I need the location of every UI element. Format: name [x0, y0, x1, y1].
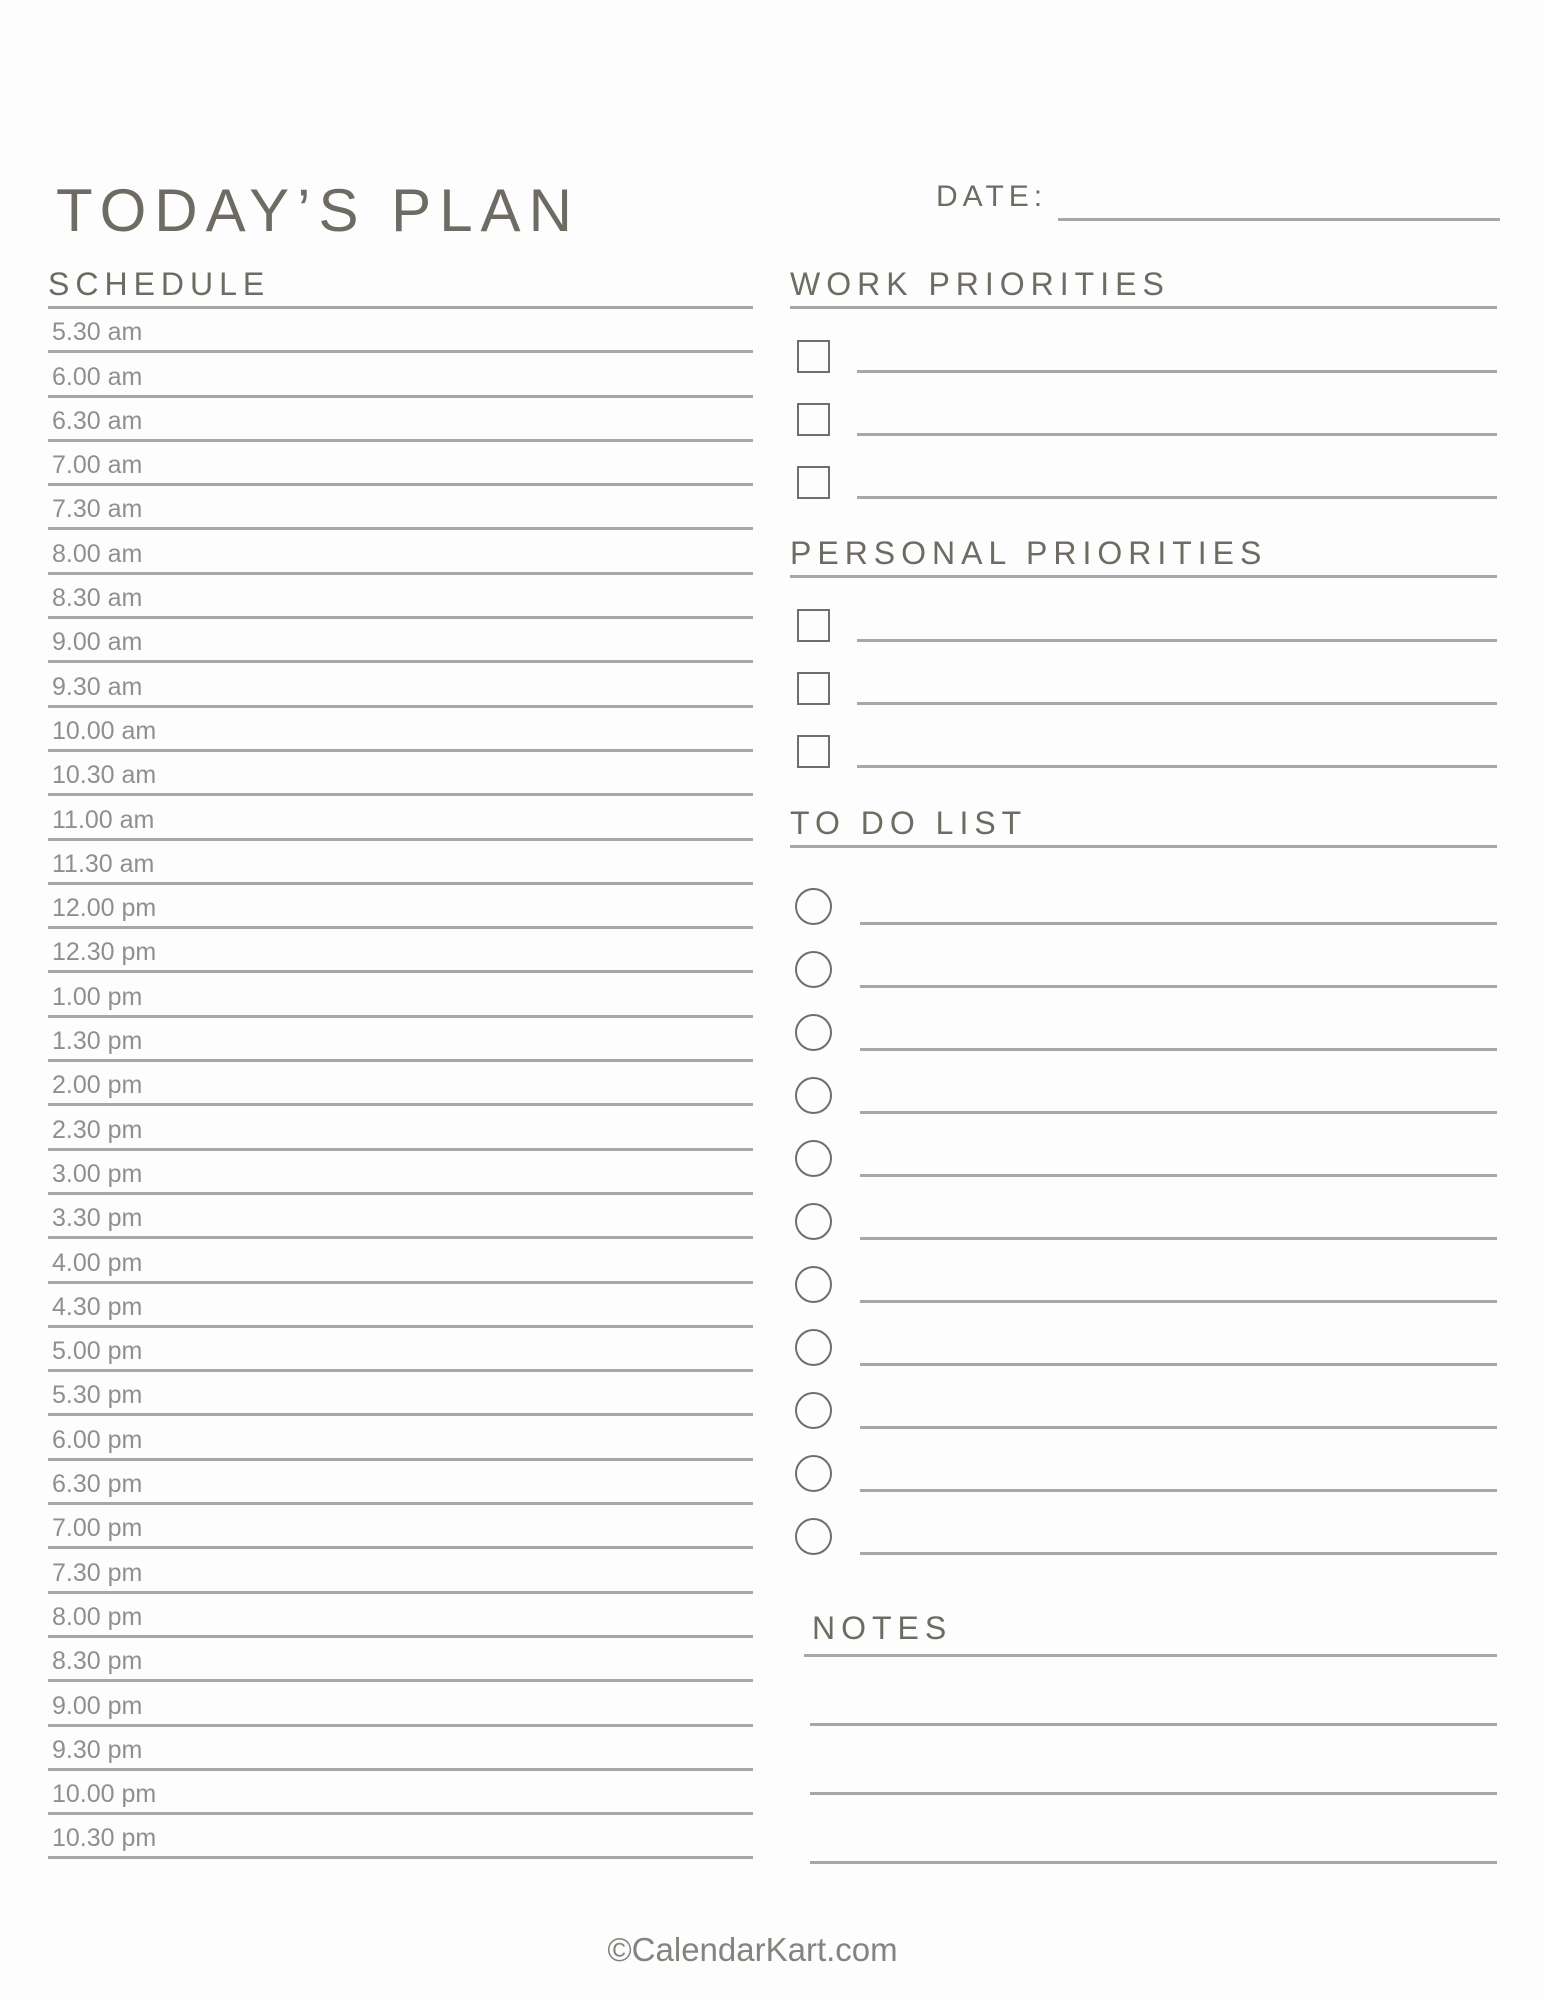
time-label: 5.00 pm: [52, 1337, 143, 1366]
priority-entry-line[interactable]: [857, 639, 1497, 642]
time-label: 3.00 pm: [52, 1159, 143, 1188]
time-label: 7.30 am: [52, 495, 143, 524]
time-label: 12.30 pm: [52, 938, 157, 967]
personal-priorities-rows: [790, 578, 1497, 768]
schedule-row[interactable]: [48, 1062, 753, 1106]
todo-entry-line[interactable]: [860, 1300, 1497, 1303]
circle-bullet-icon[interactable]: [795, 1077, 832, 1114]
time-label: 1.00 pm: [52, 982, 143, 1011]
priority-entry-line[interactable]: [857, 370, 1497, 373]
todo-entry-line[interactable]: [860, 1552, 1497, 1555]
todo-row: [790, 862, 1497, 925]
work-priorities-section: [790, 268, 1497, 499]
schedule-row[interactable]: [48, 841, 753, 885]
personal-priorities-section: [790, 537, 1497, 768]
checkbox-icon[interactable]: [797, 340, 830, 373]
schedule-row[interactable]: [48, 1195, 753, 1239]
circle-bullet-icon[interactable]: [795, 1140, 832, 1177]
todo-row: [790, 1114, 1497, 1177]
date-input-line[interactable]: [1058, 218, 1500, 221]
todo-row: [790, 1429, 1497, 1492]
todo-entry-line[interactable]: [860, 985, 1497, 988]
schedule-row[interactable]: [48, 1771, 753, 1815]
schedule-row[interactable]: [48, 1018, 753, 1062]
circle-bullet-icon[interactable]: [795, 888, 832, 925]
checkbox-icon[interactable]: [797, 672, 830, 705]
schedule-row[interactable]: [48, 929, 753, 973]
time-label: 6.00 pm: [52, 1425, 143, 1454]
schedule-row[interactable]: [48, 619, 753, 663]
time-label: 7.00 pm: [52, 1514, 143, 1543]
schedule-row[interactable]: [48, 1727, 753, 1771]
schedule-row[interactable]: [48, 1682, 753, 1726]
priority-entry-line[interactable]: [857, 765, 1497, 768]
time-label: 3.30 pm: [52, 1204, 143, 1233]
todo-row: [790, 925, 1497, 988]
schedule-row[interactable]: [48, 575, 753, 619]
time-label: 11.00 am: [52, 805, 155, 834]
todo-heading: TO DO LIST: [790, 807, 1497, 848]
date-label: DATE:: [936, 180, 1048, 213]
todo-rows: [790, 848, 1497, 1555]
schedule-row[interactable]: [48, 1151, 753, 1195]
time-label: 7.30 pm: [52, 1558, 143, 1587]
circle-bullet-icon[interactable]: [795, 1266, 832, 1303]
checkbox-icon[interactable]: [797, 466, 830, 499]
schedule-row[interactable]: [48, 1638, 753, 1682]
schedule-row[interactable]: [48, 398, 753, 442]
time-label: 9.00 am: [52, 628, 143, 657]
notes-rows: [790, 1657, 1497, 1864]
todo-entry-line[interactable]: [860, 1363, 1497, 1366]
todo-row: [790, 1366, 1497, 1429]
personal-priority-row: [790, 705, 1497, 768]
circle-bullet-icon[interactable]: [795, 1329, 832, 1366]
schedule-row[interactable]: [48, 530, 753, 574]
schedule-row[interactable]: [48, 1284, 753, 1328]
time-label: 9.00 pm: [52, 1691, 143, 1720]
time-label: 8.30 pm: [52, 1647, 143, 1676]
checkbox-icon[interactable]: [797, 403, 830, 436]
time-label: 8.00 am: [52, 539, 143, 568]
schedule-row[interactable]: [48, 1239, 753, 1283]
time-label: 10.30 am: [52, 761, 157, 790]
schedule-heading: SCHEDULE: [48, 268, 753, 309]
time-label: 11.30 am: [52, 849, 155, 878]
work-priority-row: [790, 373, 1497, 436]
todo-entry-line[interactable]: [860, 922, 1497, 925]
todo-entry-line[interactable]: [860, 1237, 1497, 1240]
todo-row: [790, 1051, 1497, 1114]
time-label: 8.30 am: [52, 584, 143, 613]
todo-entry-line[interactable]: [860, 1489, 1497, 1492]
notes-heading: NOTES: [804, 1612, 1497, 1657]
circle-bullet-icon[interactable]: [795, 1014, 832, 1051]
notes-section: [790, 1612, 1497, 1864]
work-priority-row: [790, 310, 1497, 373]
time-label: 10.00 pm: [52, 1780, 157, 1809]
time-label: 9.30 am: [52, 672, 143, 701]
schedule-section: [48, 268, 753, 1859]
note-line[interactable]: [810, 1726, 1497, 1795]
priority-entry-line[interactable]: [857, 433, 1497, 436]
circle-bullet-icon[interactable]: [795, 1203, 832, 1240]
time-label: 1.30 pm: [52, 1027, 143, 1056]
schedule-row[interactable]: [48, 1505, 753, 1549]
work-priorities-heading: WORK PRIORITIES: [790, 268, 1497, 309]
schedule-row[interactable]: [48, 1815, 753, 1859]
personal-priority-row: [790, 579, 1497, 642]
time-label: 8.00 pm: [52, 1602, 143, 1631]
circle-bullet-icon[interactable]: [795, 1392, 832, 1429]
todo-row: [790, 988, 1497, 1051]
time-label: 7.00 am: [52, 451, 143, 480]
time-label: 4.00 pm: [52, 1248, 143, 1277]
checkbox-icon[interactable]: [797, 735, 830, 768]
time-label: 12.00 pm: [52, 894, 157, 923]
schedule-row[interactable]: [48, 708, 753, 752]
footer-credit: ©CalendarKart.com: [607, 1931, 898, 1968]
time-label: 2.30 pm: [52, 1115, 143, 1144]
schedule-row[interactable]: [48, 1328, 753, 1372]
circle-bullet-icon[interactable]: [795, 1455, 832, 1492]
time-label: 2.00 pm: [52, 1071, 143, 1100]
time-label: 4.30 pm: [52, 1292, 143, 1321]
schedule-row[interactable]: [48, 1594, 753, 1638]
circle-bullet-icon[interactable]: [795, 951, 832, 988]
work-priorities-rows: [790, 309, 1497, 499]
page-title: TODAY’S PLAN: [56, 177, 580, 245]
todo-entry-line[interactable]: [860, 1174, 1497, 1177]
time-label: 5.30 am: [52, 318, 143, 347]
time-label: 10.30 pm: [52, 1824, 157, 1853]
priority-entry-line[interactable]: [857, 702, 1497, 705]
time-label: 10.00 am: [52, 716, 157, 745]
time-label: 6.30 am: [52, 406, 143, 435]
personal-priorities-heading: PERSONAL PRIORITIES: [790, 537, 1497, 578]
checkbox-icon[interactable]: [797, 609, 830, 642]
schedule-row[interactable]: [48, 1549, 753, 1593]
schedule-row[interactable]: [48, 353, 753, 397]
schedule-row[interactable]: [48, 1106, 753, 1150]
schedule-rows: [48, 309, 753, 1859]
time-label: 6.30 pm: [52, 1470, 143, 1499]
schedule-row[interactable]: [48, 663, 753, 707]
todo-entry-line[interactable]: [860, 1111, 1497, 1114]
schedule-row[interactable]: [48, 1416, 753, 1460]
todo-row: [790, 1177, 1497, 1240]
schedule-row[interactable]: [48, 752, 753, 796]
personal-priority-row: [790, 642, 1497, 705]
todo-section: [790, 807, 1497, 1555]
schedule-row[interactable]: [48, 973, 753, 1017]
todo-entry-line[interactable]: [860, 1048, 1497, 1051]
todo-row: [790, 1240, 1497, 1303]
schedule-row[interactable]: [48, 1461, 753, 1505]
schedule-row[interactable]: [48, 442, 753, 486]
time-label: 9.30 pm: [52, 1735, 143, 1764]
time-label: 6.00 am: [52, 362, 143, 391]
circle-bullet-icon[interactable]: [795, 1518, 832, 1555]
note-line[interactable]: [810, 1657, 1497, 1726]
schedule-row[interactable]: [48, 796, 753, 840]
note-line[interactable]: [810, 1795, 1497, 1864]
schedule-row[interactable]: [48, 309, 753, 353]
todo-row: [790, 1492, 1497, 1555]
schedule-row[interactable]: [48, 885, 753, 929]
schedule-row[interactable]: [48, 486, 753, 530]
time-label: 5.30 pm: [52, 1381, 143, 1410]
schedule-row[interactable]: [48, 1372, 753, 1416]
todo-row: [790, 1303, 1497, 1366]
todo-entry-line[interactable]: [860, 1426, 1497, 1429]
work-priority-row: [790, 436, 1497, 499]
priority-entry-line[interactable]: [857, 496, 1497, 499]
